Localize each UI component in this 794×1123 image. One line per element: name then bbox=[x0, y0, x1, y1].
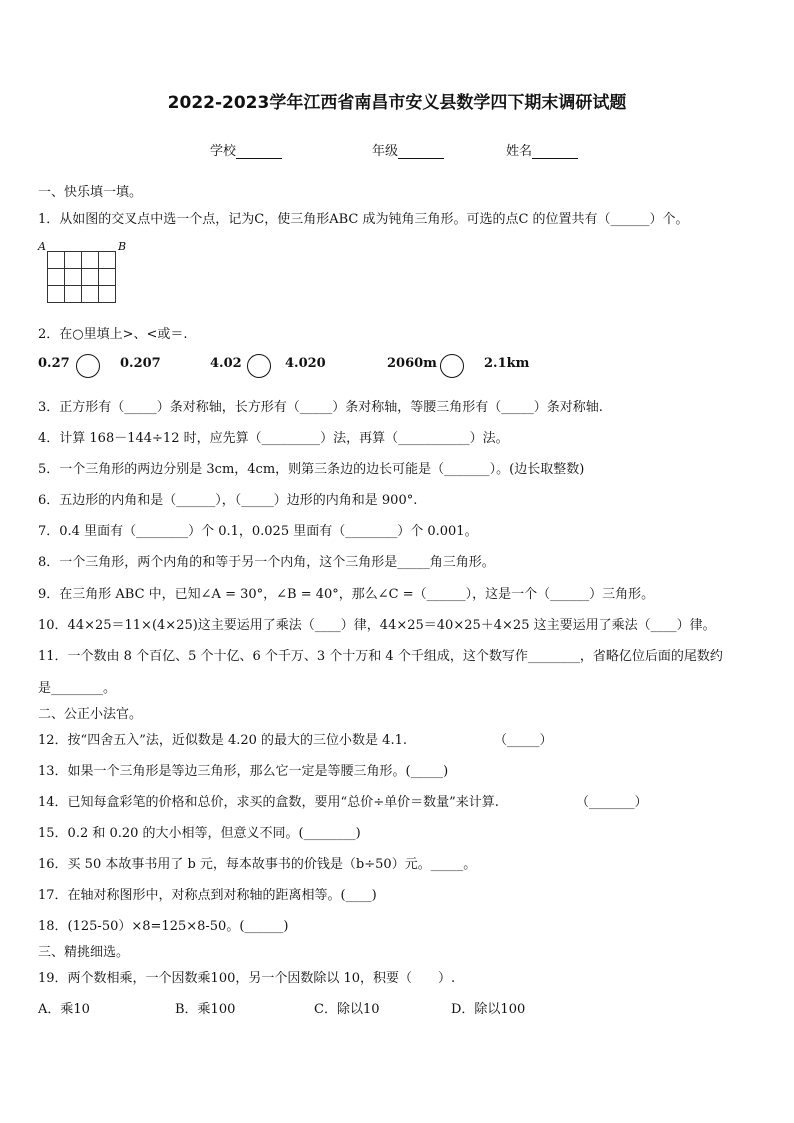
compare-2-left: 4.02 bbox=[210, 356, 242, 371]
grade-blank bbox=[398, 144, 444, 159]
question-18: 18．(125-50）×8=125×8-50。(______) bbox=[38, 919, 289, 934]
question-17: 17．在轴对称图形中，对称点到对称轴的距离相等。(____) bbox=[38, 888, 377, 903]
school-field bbox=[210, 140, 282, 159]
grid-figure bbox=[38, 240, 128, 306]
compare-3-left: 2060m bbox=[387, 356, 437, 371]
question-5: 5．一个三角形的两边分别是 3cm，4cm，则第三条边的边长可能是（_______）。(边长取整数) bbox=[38, 462, 585, 477]
question-9: 9．在三角形 ABC 中，已知∠A = 30°，∠B = 40°，那么∠C =（______），这是一个（______）三角形。 bbox=[38, 587, 655, 602]
compare-1-right: 0.207 bbox=[120, 356, 161, 371]
question-7: 7．0.4 里面有（________）个 0.1，0.025 里面有（________）个 0.001。 bbox=[38, 524, 478, 539]
option-b: B．乘100 bbox=[175, 1002, 236, 1017]
name-field bbox=[506, 140, 578, 159]
question-1: 1．从如图的交叉点中选一个点，记为C，使三角形ABC 成为钝角三角形。可选的点C 的位置共有（______）个。 bbox=[38, 212, 689, 227]
compare-3-circle[interactable] bbox=[440, 354, 464, 378]
option-a: A．乘10 bbox=[38, 1002, 90, 1017]
school-blank bbox=[236, 144, 282, 159]
question-12: 12．按“四舍五入”法，近似数是 4.20 的最大的三位小数是 4.1. bbox=[38, 733, 407, 748]
name-blank bbox=[532, 144, 578, 159]
question-11: 11．一个数由 8 个百亿、5 个十亿、6 个千万、3 个十万和 4 个千组成，这个数写作________，省略亿位后面的尾数约 bbox=[38, 649, 723, 664]
question-14-blank: （_______） bbox=[576, 795, 648, 810]
question-10: 10．44×25＝11×(4×25)这主要运用了乘法（____）律，44×25＝40×25＋4×25 这主要运用了乘法（____）律。 bbox=[38, 618, 716, 633]
question-15: 15．0.2 和 0.20 的大小相等，但意义不同。(________) bbox=[38, 826, 361, 841]
point-b-label: B bbox=[118, 240, 127, 253]
question-19: 19．两个数相乘，一个因数乘100，另一个因数除以 10，积要（ ）. bbox=[38, 971, 456, 986]
compare-3-right: 2.1km bbox=[484, 356, 530, 371]
question-13: 13．如果一个三角形是等边三角形，那么它一定是等腰三角形。(_____) bbox=[38, 764, 449, 779]
question-14: 14．已知每盒彩笔的价格和总价，求买的盒数，要用“总价÷单价＝数量”来计算. bbox=[38, 795, 499, 810]
question-4: 4．计算 168－144÷12 时，应先算（_________）法，再算（___________）法。 bbox=[38, 431, 509, 446]
question-16: 16．买 50 本故事书用了 b 元，每本故事书的价钱是（b÷50）元。_____。 bbox=[38, 857, 477, 872]
name-label: 姓名 bbox=[506, 144, 533, 159]
question-12-blank: （_____） bbox=[494, 733, 553, 748]
grade-field bbox=[372, 140, 444, 159]
option-d: D．除以100 bbox=[451, 1002, 526, 1017]
point-a-label: A bbox=[38, 240, 46, 253]
question-11-continued: 是________。 bbox=[38, 681, 117, 696]
question-3: 3．正方形有（_____）条对称轴，长方形有（_____）条对称轴，等腰三角形有（_____）条对称轴. bbox=[38, 400, 603, 415]
option-c: C．除以10 bbox=[314, 1002, 380, 1017]
grade-label: 年级 bbox=[372, 144, 399, 159]
compare-1-circle[interactable] bbox=[76, 354, 100, 378]
compare-2-right: 4.020 bbox=[285, 356, 326, 371]
question-2: 2．在○里填上>、<或＝. bbox=[38, 327, 188, 342]
question-6: 6．五边形的内角和是（______），（_____）边形的内角和是 900°. bbox=[38, 493, 418, 508]
section-heading-1: 一、快乐填一填。 bbox=[38, 185, 143, 200]
page-title: 2022-2023学年江西省南昌市安义县数学四下期末调研试题 bbox=[167, 93, 627, 113]
school-label: 学校 bbox=[210, 144, 237, 159]
question-8: 8．一个三角形，两个内角的和等于另一个内角，这个三角形是_____角三角形。 bbox=[38, 555, 495, 570]
grid-lines bbox=[38, 240, 128, 306]
section-heading-3: 三、精挑细选。 bbox=[38, 945, 130, 960]
section-heading-2: 二、公正小法官。 bbox=[38, 707, 143, 722]
compare-2-circle[interactable] bbox=[247, 354, 271, 378]
compare-1-left: 0.27 bbox=[38, 356, 70, 371]
